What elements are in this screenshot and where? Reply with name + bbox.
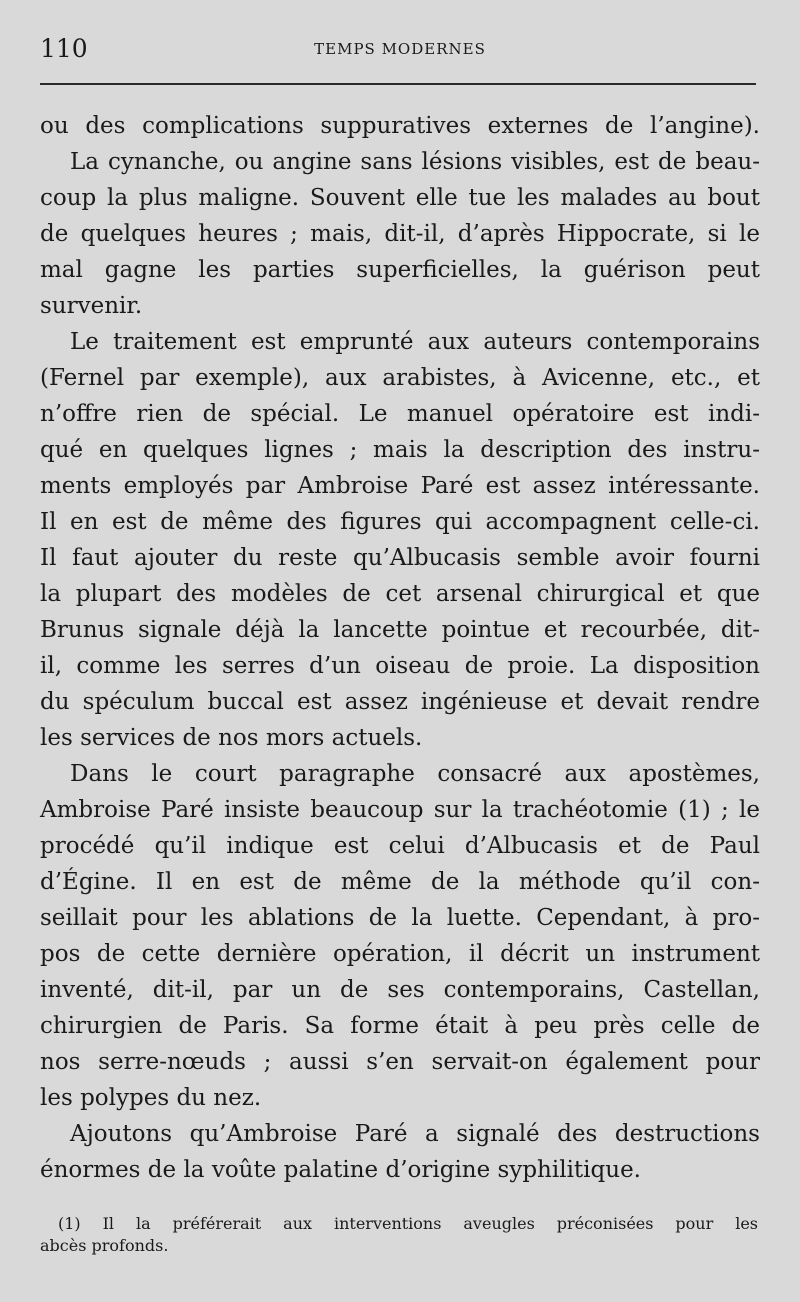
text-line: du spéculum buccal est assez ingénieuse et devait rendre	[40, 689, 760, 715]
text-line: inventé, dit-il, par un de ses contemporains, Castellan,	[40, 977, 760, 1003]
text-line: ou des complications suppuratives externes de l’angine).	[40, 113, 760, 139]
running-title: TEMPS MODERNES	[314, 40, 486, 58]
text-line: énormes de la voûte palatine d’origine syphilitique.	[40, 1157, 641, 1183]
footnote-line: (1) Il la préférerait aux interventions aveugles préconisées pour les	[58, 1214, 758, 1233]
text-line: qué en quelques lignes ; mais la description des instru-	[40, 437, 760, 463]
text-line: Il en est de même des figures qui accompagnent celle-ci.	[40, 509, 760, 535]
footnote-line: abcès profonds.	[40, 1236, 169, 1255]
text-line: les polypes du nez.	[40, 1085, 262, 1111]
text-line: Il faut ajouter du reste qu’Albucasis semble avoir fourni	[40, 545, 760, 571]
text-line: mal gagne les parties superficielles, la guérison peut	[40, 257, 760, 283]
text-line: la plupart des modèles de cet arsenal chirurgical et que	[40, 581, 760, 607]
text-line: de quelques heures ; mais, dit-il, d’après Hippocrate, si le	[40, 221, 760, 247]
text-line: Dans le court paragraphe consacré aux apostèmes,	[70, 761, 760, 787]
running-header	[40, 34, 760, 70]
text-line: nos serre-nœuds ; aussi s’en servait-on également pour	[40, 1049, 760, 1075]
text-line: Ambroise Paré insiste beaucoup sur la trachéotomie (1) ; le	[40, 797, 760, 823]
text-line: les services de nos mors actuels.	[40, 725, 423, 751]
text-line: pos de cette dernière opération, il décrit un instrument	[40, 941, 760, 967]
text-line: coup la plus maligne. Souvent elle tue les malades au bout	[40, 185, 760, 211]
text-line: chirurgien de Paris. Sa forme était à peu près celle de	[40, 1013, 760, 1039]
text-line: La cynanche, ou angine sans lésions visibles, est de beau-	[70, 149, 760, 175]
text-line: procédé qu’il indique est celui d’Albucasis et de Paul	[40, 833, 760, 859]
text-line: Ajoutons qu’Ambroise Paré a signalé des destructions	[70, 1121, 760, 1147]
text-line: survenir.	[40, 293, 143, 319]
text-line: ments employés par Ambroise Paré est assez intéressante.	[40, 473, 760, 499]
text-line: Brunus signale déjà la lancette pointue et recourbée, dit-	[40, 617, 760, 643]
text-line: seillait pour les ablations de la luette. Cependant, à pro-	[40, 905, 760, 931]
page-number: 110	[40, 34, 88, 63]
header-rule	[40, 83, 756, 85]
text-line: (Fernel par exemple), aux arabistes, à Avicenne, etc., et	[40, 365, 760, 391]
text-line: Le traitement est emprunté aux auteurs contemporains	[70, 329, 760, 355]
text-line: d’Égine. Il en est de même de la méthode qu’il con-	[40, 869, 760, 895]
text-line: il, comme les serres d’un oiseau de proie. La disposition	[40, 653, 760, 679]
text-line: n’offre rien de spécial. Le manuel opératoire est indi-	[40, 401, 760, 427]
